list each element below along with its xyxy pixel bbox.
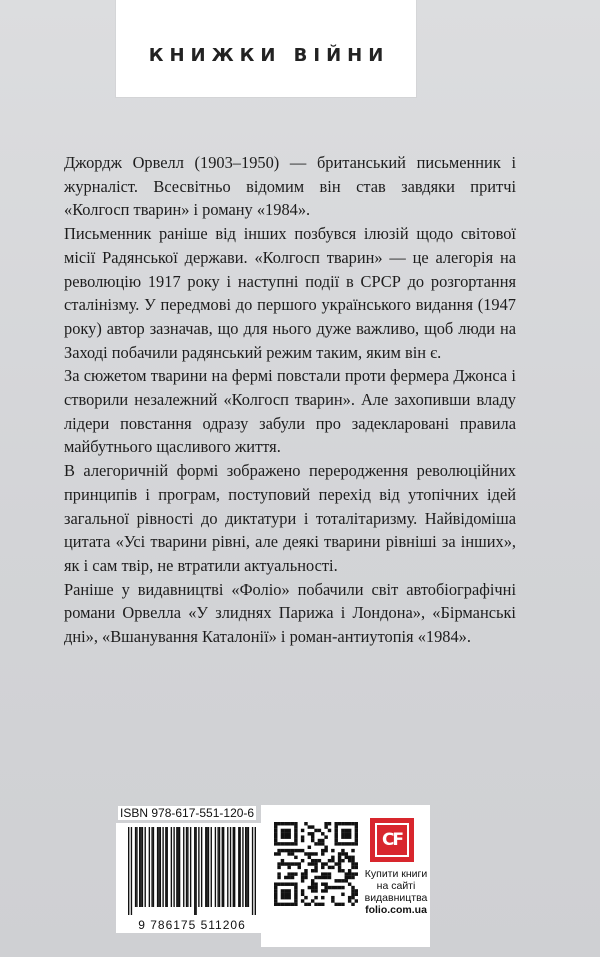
buy-books-note <box>360 868 432 916</box>
paragraph-soviet-illusions: Письменник раніше від інших позбувся ілюзій щодо світової місії Радянської держави. «Колгосп тварин» — це алегорія на революцію 1917 року і наступні події в СРСР до розгортання сталінізму. У передмові до першого українського видання (1947 року) автор зазначав, що для нього дуже важливо, щоб люди на Заході побачили радянський режим таким, яким він є. <box>64 224 516 362</box>
paragraph-author-intro: Джордж Орвелл (1903–1950) — британський письменник і журналіст. Всесвітньо відомим він став завдяки притчі «Колгосп тварин» і роману «1984». <box>64 153 516 220</box>
series-title: КНИЖКИ ВІЙНИ <box>148 45 390 66</box>
paragraph-other-works: Раніше у видавництві «Фоліо» побачили світ автобіографічні романи Орвелла «У злиднях Парижа і Лондона», «Бірманські дні», «Вшанування Каталонії» і роман-антиутопія «1984». <box>64 579 516 647</box>
isbn-label: ISBN 978-617-551-120-6 <box>120 806 255 820</box>
buy-line-1: Купити книги <box>364 868 428 880</box>
annotation-text <box>64 151 516 649</box>
buy-line-3: видавництва <box>364 892 428 904</box>
barcode-digits: 9 786175 511206 <box>138 918 246 932</box>
publisher-logo-icon <box>370 818 414 862</box>
publisher-website-link[interactable]: folio.com.ua <box>365 904 427 916</box>
paragraph-allegory: В алегоричній формі зображено переродження революційних принципів і програм, поступовий перехід від утопічних ідей загальної рівності до диктатури і тоталітаризму. Найвідоміша цитата «Усі тварини рівні, але деякі тварини рівніші за інших», як і сам твір, не втратили актуальності. <box>64 461 516 575</box>
publisher-logo-text: CF <box>375 823 409 857</box>
barcode <box>116 823 268 933</box>
buy-line-2: на сайті <box>376 880 416 892</box>
qr-code-icon[interactable] <box>274 822 358 906</box>
paragraph-plot: За сюжетом тварини на фермі повстали проти фермера Джонса і створили незалежний «Колгосп тварин». Але захопивши владу лідери повстання одразу забули про задекларовані правила майбутнього щасливого життя. <box>64 366 516 457</box>
barcode-icon <box>128 827 256 915</box>
series-label-box <box>116 0 416 97</box>
